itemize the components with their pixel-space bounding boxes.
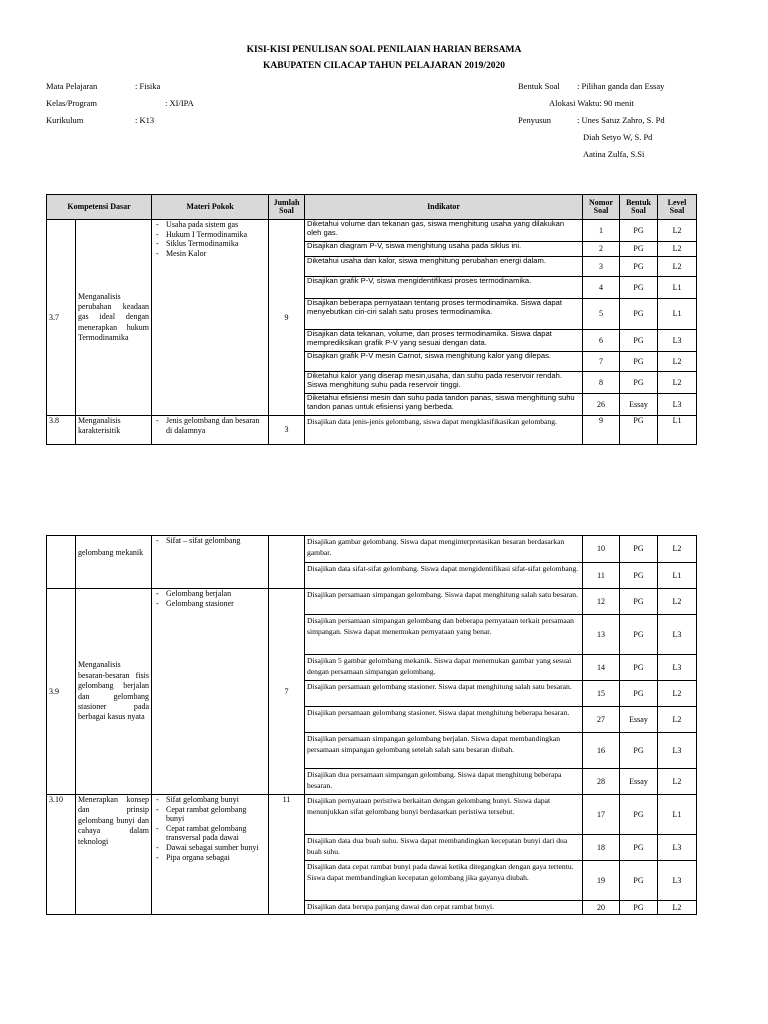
- materi-pokok-item: - Pipa organa sebagai: [154, 853, 266, 863]
- header-materi-pokok: Materi Pokok: [152, 195, 269, 220]
- materi-pokok-item: - Siklus Termodinamika: [154, 239, 266, 249]
- nomor-soal-cell: 2: [583, 242, 620, 257]
- nomor-soal-cell: 9: [583, 416, 620, 445]
- nomor-soal-cell: 12: [583, 589, 620, 615]
- materi-pokok-item: - Jenis gelombang dan besaran di dalamnya: [154, 416, 266, 435]
- indikator-cell: Disajikan data berupa panjang dawai dan cepat rambat bunyi.: [305, 901, 583, 915]
- nomor-soal-cell: 16: [583, 733, 620, 769]
- bentuk-label: Bentuk Soal: [518, 81, 560, 91]
- materi-pokok-item: - Sifat gelombang bunyi: [154, 795, 266, 805]
- materi-pokok-item: - Gelombang stasioner: [154, 599, 266, 609]
- level-soal-cell: L2: [658, 707, 697, 733]
- kurikulum-label: Kurikulum: [46, 115, 84, 125]
- table-row: [47, 795, 697, 835]
- bentuk-soal-cell: PG: [620, 536, 658, 563]
- indikator-cell: Diketahui kalor yang diserap mesin,usaha, dan suhu pada reservoir rendah. Siswa menghitung suhu pada reservoir tinggi.: [305, 372, 583, 394]
- level-soal-cell: L2: [658, 242, 697, 257]
- indikator-cell: Disajikan data jenis-jenis gelombang, siswa dapat mengklasifikasikan gelombang.: [305, 416, 583, 445]
- indikator-cell: Disajikan beberapa pernyataan tentang proses termodinamika. Siswa dapat menyebutkan ciri-ciri salah satu proses termodinamika.: [305, 299, 583, 330]
- bentuk-soal-cell: PG: [620, 257, 658, 277]
- nomor-soal-cell: 15: [583, 681, 620, 707]
- level-soal-cell: L1: [658, 277, 697, 299]
- header-level-soal: Level Soal: [658, 195, 697, 220]
- level-soal-cell: L2: [658, 372, 697, 394]
- bentuk-soal-cell: PG: [620, 861, 658, 901]
- kd-number: [47, 536, 76, 589]
- bentuk-soal-cell: Essay: [620, 394, 658, 416]
- indikator-cell: Disajikan pernyataan peristiwa berkaitan dengan gelombang bunyi. Siswa dapat menunjukkan sifat gelombang bunyi berdasarkan peristiwa tersebut.: [305, 795, 583, 835]
- bentuk-soal-cell: PG: [620, 220, 658, 242]
- bentuk-soal-cell: PG: [620, 372, 658, 394]
- nomor-soal-cell: 3: [583, 257, 620, 277]
- header-nomor-soal: Nomor Soal: [583, 195, 620, 220]
- bentuk-soal-cell: PG: [620, 615, 658, 655]
- bentuk-soal-cell: Essay: [620, 769, 658, 795]
- bentuk-soal-cell: PG: [620, 242, 658, 257]
- penyusun-2: Diah Setyo W, S. Pd: [583, 132, 653, 142]
- indikator-cell: Disajikan grafik P-V, siswa mengidentifikasi proses termodinamika.: [305, 277, 583, 299]
- materi-pokok-item: - Mesin Kalor: [154, 249, 266, 259]
- bentuk-value: : Pilihan ganda dan Essay: [577, 81, 665, 91]
- level-soal-cell: L2: [658, 536, 697, 563]
- level-soal-cell: L3: [658, 615, 697, 655]
- nomor-soal-cell: 20: [583, 901, 620, 915]
- kd-description: Menerapkan konsep dan prinsip gelombang bunyi dan cahaya dalam teknologi: [76, 795, 152, 915]
- indikator-cell: Diketahui usaha dan kalor, siswa menghitung perubahan energi dalam.: [305, 257, 583, 277]
- level-soal-cell: L1: [658, 416, 697, 445]
- jumlah-soal-cell: 3: [269, 416, 305, 445]
- nomor-soal-cell: 11: [583, 563, 620, 589]
- table-row: [47, 220, 697, 242]
- bentuk-soal-cell: PG: [620, 299, 658, 330]
- materi-pokok-item: - Usaha pada sistem gas: [154, 220, 266, 230]
- penyusun-3: Aatina Zulfa, S.Si: [583, 149, 645, 159]
- kd-number: 3.8: [47, 416, 76, 445]
- nomor-soal-cell: 17: [583, 795, 620, 835]
- bentuk-soal-cell: PG: [620, 330, 658, 352]
- materi-pokok-item: - Sifat – sifat gelombang: [154, 536, 266, 546]
- level-soal-cell: L3: [658, 861, 697, 901]
- bentuk-soal-cell: PG: [620, 835, 658, 861]
- level-soal-cell: L3: [658, 330, 697, 352]
- materi-pokok-cell: [152, 536, 269, 589]
- indikator-cell: Disajikan persamaan gelombang stasioner. Siswa dapat menghitung salah satu besaran.: [305, 681, 583, 707]
- level-soal-cell: L2: [658, 257, 697, 277]
- indikator-cell: Disajikan diagram P-V, siswa menghitung usaha pada siklus ini.: [305, 242, 583, 257]
- indikator-cell: Disajikan data cepat rambat bunyi pada dawai ketika ditegangkan dengan gaya tertentu. Siswa dapat membandingkan kecepatan gelombang jika gayanya diubah.: [305, 861, 583, 901]
- jumlah-soal-cell: 7: [269, 589, 305, 795]
- header-indikator: Indikator: [305, 195, 583, 220]
- materi-pokok-item: - Cepat rambat gelombang bunyi: [154, 805, 266, 824]
- kd-description: Menganalisis karakterisitik: [76, 416, 152, 445]
- indikator-cell: Diketahui efisiensi mesin dan suhu pada tandon panas, siswa menghitung suhu tandon panas untuk efisiensi yang berbeda.: [305, 394, 583, 416]
- kd-number: 3.9: [47, 589, 76, 795]
- nomor-soal-cell: 7: [583, 352, 620, 372]
- bentuk-soal-cell: PG: [620, 352, 658, 372]
- bentuk-soal-cell: PG: [620, 681, 658, 707]
- kisi-kisi-table-page-2: [46, 535, 697, 915]
- jumlah-soal-cell: 11: [269, 795, 305, 915]
- bentuk-soal-cell: PG: [620, 795, 658, 835]
- level-soal-cell: L3: [658, 835, 697, 861]
- header-jumlah-soal: Jumlah Soal: [269, 195, 305, 220]
- bentuk-soal-cell: PG: [620, 655, 658, 681]
- indikator-cell: Diketahui volume dan tekanan gas, siswa menghitung usaha yang dilakukan oleh gas.: [305, 220, 583, 242]
- indikator-cell: Disajikan dua persamaan simpangan gelombang. Siswa dapat menghitung beberapa besaran.: [305, 769, 583, 795]
- penyusun-label: Penyusun: [518, 115, 552, 125]
- header-bentuk-soal: Bentuk Soal: [620, 195, 658, 220]
- nomor-soal-cell: 28: [583, 769, 620, 795]
- kd-description: Menganalisis perubahan keadaan gas ideal dengan menerapkan hukum Termodinamika: [76, 220, 152, 416]
- jumlah-soal-cell: [269, 536, 305, 589]
- level-soal-cell: L1: [658, 299, 697, 330]
- nomor-soal-cell: 27: [583, 707, 620, 733]
- kd-number: 3.7: [47, 220, 76, 416]
- level-soal-cell: L2: [658, 220, 697, 242]
- indikator-cell: Disajikan persamaan gelombang stasioner. Siswa dapat menghitung beberapa besaran.: [305, 707, 583, 733]
- table-row: [47, 536, 697, 563]
- kurikulum-value: : K13: [135, 115, 155, 125]
- bentuk-soal-cell: Essay: [620, 707, 658, 733]
- indikator-cell: Disajikan 5 gambar gelombang mekanik. Siswa dapat menemukan gambar yang sesuai dengan persamaan simpangan gelombang.: [305, 655, 583, 681]
- mapel-label: Mata Pelajaran: [46, 81, 98, 91]
- level-soal-cell: L3: [658, 655, 697, 681]
- table-row: [47, 589, 697, 615]
- materi-pokok-cell: [152, 220, 269, 416]
- kisi-kisi-table-page-1: [46, 194, 697, 445]
- kd-number: 3.10: [47, 795, 76, 915]
- materi-pokok-list: [154, 416, 266, 435]
- nomor-soal-cell: 4: [583, 277, 620, 299]
- level-soal-cell: L1: [658, 563, 697, 589]
- indikator-cell: Disajikan grafik P-V mesin Carnot, siswa menghitung kalor yang dilepas.: [305, 352, 583, 372]
- materi-pokok-item: - Hukum I Termodinamika: [154, 230, 266, 240]
- bentuk-soal-cell: PG: [620, 733, 658, 769]
- indikator-cell: Disajikan persamaan simpangan gelombang. Siswa dapat menghitung salah satu besaran.: [305, 589, 583, 615]
- indikator-cell: Disajikan data tekanan, volume, dan proses termodinamika. Siswa dapat memprediksikan grafik P-V yang sesuai dengan data.: [305, 330, 583, 352]
- nomor-soal-cell: 26: [583, 394, 620, 416]
- bentuk-soal-cell: PG: [620, 589, 658, 615]
- alokasi-waktu: Alokasi Waktu: 90 menit: [549, 98, 634, 108]
- table-row: [47, 416, 697, 445]
- indikator-cell: Disajikan persamaan simpangan gelombang berjalan. Siswa dapat membandingkan persamaan simpangan gelombang setelah salah satu besaran diubah.: [305, 733, 583, 769]
- nomor-soal-cell: 10: [583, 536, 620, 563]
- level-soal-cell: L2: [658, 901, 697, 915]
- materi-pokok-list: [154, 220, 266, 258]
- nomor-soal-cell: 6: [583, 330, 620, 352]
- kd-description: gelombang mekanik: [76, 536, 152, 589]
- level-soal-cell: L2: [658, 352, 697, 372]
- bentuk-soal-cell: PG: [620, 901, 658, 915]
- bentuk-soal-cell: PG: [620, 416, 658, 445]
- level-soal-cell: L1: [658, 795, 697, 835]
- nomor-soal-cell: 19: [583, 861, 620, 901]
- nomor-soal-cell: 1: [583, 220, 620, 242]
- document-title: KISI-KISI PENULISAN SOAL PENILAIAN HARIAN BERSAMA: [246, 45, 522, 55]
- indikator-cell: Disajikan persamaan simpangan gelombang dan beberapa pernyataan terkait persamaan simpangan. Siswa dapat menemukan pernyataan yang benar.: [305, 615, 583, 655]
- nomor-soal-cell: 8: [583, 372, 620, 394]
- materi-pokok-item: - Gelombang berjalan: [154, 589, 266, 599]
- level-soal-cell: L3: [658, 394, 697, 416]
- materi-pokok-item: - Cepat rambat gelombang transversal pada dawai: [154, 824, 266, 843]
- penyusun-1: : Unes Satuz Zahro, S. Pd: [577, 115, 665, 125]
- header-kompetensi-dasar: Kompetensi Dasar: [47, 195, 152, 220]
- kelas-label: Kelas/Program: [46, 98, 97, 108]
- level-soal-cell: L2: [658, 589, 697, 615]
- nomor-soal-cell: 13: [583, 615, 620, 655]
- bentuk-soal-cell: PG: [620, 277, 658, 299]
- level-soal-cell: L2: [658, 681, 697, 707]
- nomor-soal-cell: 5: [583, 299, 620, 330]
- indikator-cell: Disajikan data dua buah suhu. Siswa dapat membandingkan kecepatan bunyi dari dua buah suhu.: [305, 835, 583, 861]
- materi-pokok-cell: [152, 795, 269, 915]
- materi-pokok-cell: [152, 589, 269, 795]
- kd-description: Menganalisis besaran-besaran fisis gelombang berjalan dan gelombang stasioner pada berbagai kasus nyata: [76, 589, 152, 795]
- materi-pokok-item: - Dawai sebagai sumber bunyi: [154, 843, 266, 853]
- document-subtitle: KABUPATEN CILACAP TAHUN PELAJARAN 2019/2020: [262, 61, 506, 71]
- nomor-soal-cell: 14: [583, 655, 620, 681]
- indikator-cell: Disajikan gambar gelombang. Siswa dapat menginterpretasikan besaran berdasarkan gambar.: [305, 536, 583, 563]
- materi-pokok-list: [154, 589, 266, 608]
- materi-pokok-cell: [152, 416, 269, 445]
- nomor-soal-cell: 18: [583, 835, 620, 861]
- materi-pokok-list: [154, 536, 266, 546]
- bentuk-soal-cell: PG: [620, 563, 658, 589]
- jumlah-soal-cell: 9: [269, 220, 305, 416]
- level-soal-cell: L2: [658, 769, 697, 795]
- level-soal-cell: L3: [658, 733, 697, 769]
- indikator-cell: Disajikan data sifat-sifat gelombang. Siswa dapat mengidentifikasi sifat-sifat gelombang.: [305, 563, 583, 589]
- kelas-value: : XI/IPA: [165, 98, 194, 108]
- materi-pokok-list: [154, 795, 266, 862]
- mapel-value: : Fisika: [135, 81, 161, 91]
